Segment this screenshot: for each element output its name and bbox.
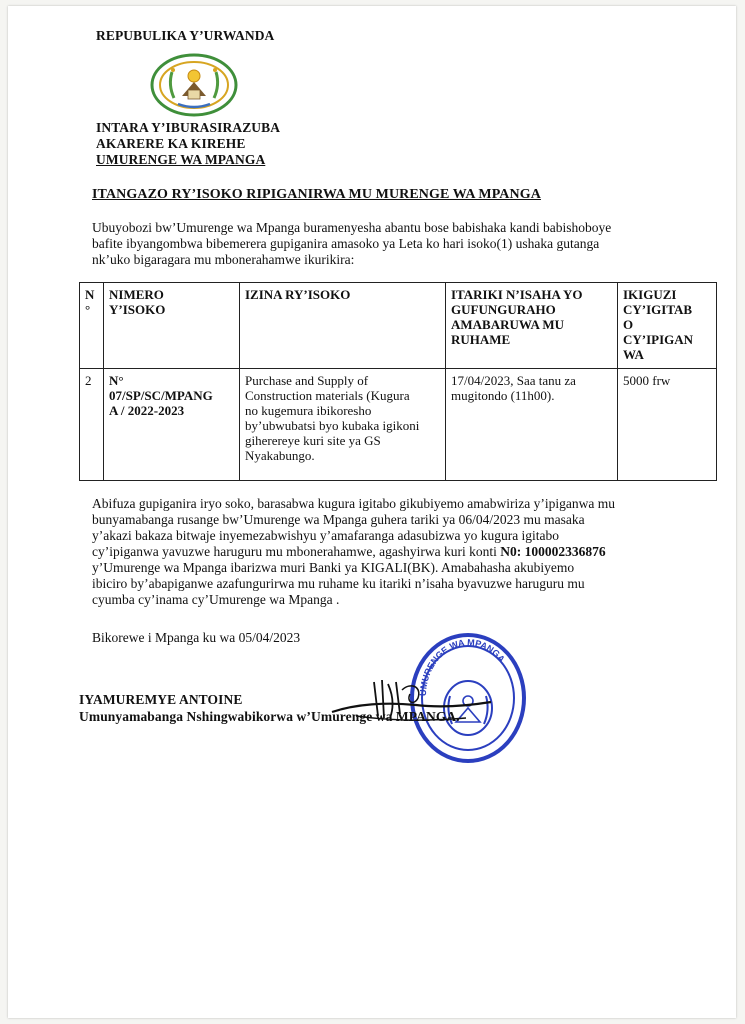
announcement-title: ITANGAZO RY’ISOKO RIPIGANIRWA MU MURENGE WA MPANGA	[92, 187, 541, 202]
header-document-cost: IKIGUZI CY’IGITAB O CY’IPIGAN WA	[618, 283, 717, 369]
signatory-name: IYAMUREMYE ANTOINE	[79, 692, 243, 707]
intro-line: nk’uko bigaragara mu mbonerahamwe ikurikira:	[92, 252, 355, 267]
header-tender-name: IZINA RY’ISOKO	[240, 283, 446, 369]
body-line: ibiciro by’abapiganwe azafungurirwa mu ruhame ku itariki n’isaha byavuzwe haruguru mu	[92, 576, 585, 591]
cell-tender-name: Purchase and Supply of Construction materials (Kugura no kugemura ibikoresho by’ubwubatsi byo kubaka igikoni giherereye kuri site ya GS Nyakabungo.	[240, 369, 446, 481]
instructions-paragraph	[92, 496, 722, 608]
intro-line: Ubuyobozi bw’Umurenge wa Mpanga buramenyesha abantu bose babishaka kandi babishoboye	[92, 220, 612, 235]
table-header-row	[80, 283, 717, 369]
header-reference: NIMERO Y’ISOKO	[104, 283, 240, 369]
body-line: cyumba cy’inama cy’Umurenge wa Mpanga .	[92, 592, 340, 607]
province-name: INTARA Y’IBURASIRAZUBA	[96, 120, 281, 135]
district-name: AKARERE KA KIREHE	[96, 136, 246, 151]
cell-document-cost: 5000 frw	[618, 369, 717, 481]
header-opening-date: ITARIKI N’ISAHA YO GUFUNGURAHO AMABARUWA MU RUHAME	[446, 283, 618, 369]
body-line: y’akazi bakaza bitwaje inyemezabwishyu y’amafaranga adasubizwa yo kugura igitabo	[92, 528, 560, 543]
header-no: N °	[80, 283, 104, 369]
svg-text:UMURENGE WA MPANGA: UMURENGE WA MPANGA	[417, 637, 507, 697]
account-number: N0: 100002336876	[500, 544, 606, 559]
country-name: REPUBULIKA Y’URWANDA	[96, 28, 275, 43]
body-line: bunyamabanga rusange bw’Umurenge wa Mpanga guhera tariki ya 06/04/2023 mu masaka	[92, 512, 585, 527]
table-row	[80, 369, 717, 481]
body-line: cy’ipiganwa yavuzwe haruguru mu mbonerahamwe, agashyirwa kuri konti N0: 100002336876	[92, 544, 606, 559]
cell-opening-date: 17/04/2023, Saa tanu za mugitondo (11h00).	[446, 369, 618, 481]
place-and-date: Bikorewe i Mpanga ku wa 05/04/2023	[92, 630, 301, 645]
signatory-role: Umunyamabanga Nshingwabikorwa w’Umurenge wa MPANGA.	[79, 709, 460, 724]
body-line: y’Umurenge wa Mpanga ibarizwa muri Banki ya KIGALI(BK). Amabahasha akubiyemo	[92, 560, 575, 575]
cell-reference: N° 07/SP/SC/MPANG A / 2022-2023	[104, 369, 240, 481]
intro-paragraph	[92, 220, 611, 268]
document-page	[8, 6, 736, 1018]
sector-name: UMURENGE WA MPANGA	[96, 152, 266, 167]
administrative-header	[96, 120, 280, 168]
body-line: Abifuza gupiganira iryo soko, barasabwa kugura igitabo gikubiyemo amabwiriza y’ipiganwa mu	[92, 496, 615, 511]
national-emblem-icon	[148, 52, 240, 118]
tender-table	[79, 282, 717, 481]
intro-line: bafite ibyangombwa bibemerera gupiganira amasoko ya Leta ko hari isoko(1) ushaka gutanga	[92, 236, 600, 251]
cell-no: 2	[80, 369, 104, 481]
